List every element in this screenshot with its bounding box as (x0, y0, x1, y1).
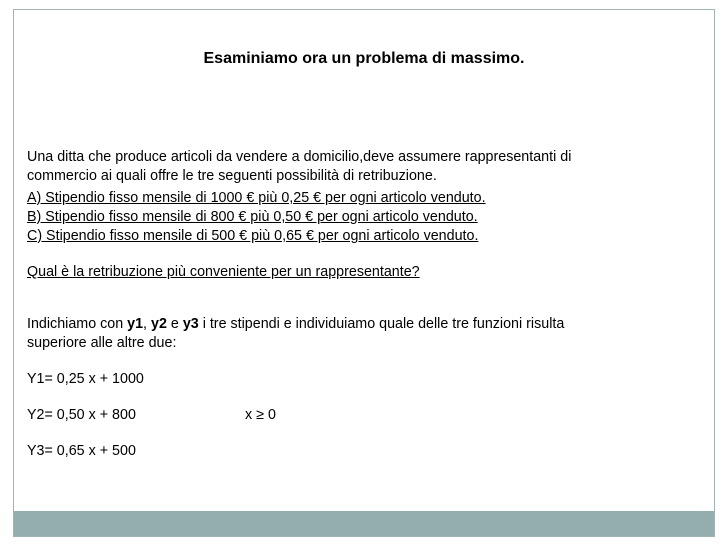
solution-separator-1: , (143, 316, 151, 332)
domain-condition: x ≥ 0 (245, 407, 276, 423)
slide-content (27, 148, 687, 461)
equation-y2: Y2= 0,50 x + 800 (27, 407, 136, 423)
solution-intro-line-1 (27, 315, 687, 334)
equation-y2-row (27, 406, 687, 425)
option-a: A) Stipendio fisso mensile di 1000 € più 0,25 € per ogni articolo venduto. (27, 190, 486, 206)
problem-intro-line-2: commercio ai quali offre le tre seguenti possibilità di retribuzione. (27, 168, 437, 184)
equation-y3: Y3= 0,65 x + 500 (27, 443, 136, 459)
option-c: C) Stipendio fisso mensile di 500 € più 0,65 € per ogni articolo venduto. (27, 228, 479, 244)
slide-footer-band (14, 511, 714, 536)
equation-y1: Y1= 0,25 x + 1000 (27, 371, 144, 387)
solution-tail-text: i tre stipendi e individuiamo quale delle tre funzioni risulta (198, 316, 565, 332)
solution-lead-text: Indichiamo con (27, 316, 128, 332)
problem-intro-line-1: Una ditta che produce articoli da vendere a domicilio,deve assumere rappresentanti di (27, 149, 572, 165)
var-y2: y2 (151, 316, 167, 332)
problem-question: Qual è la retribuzione più conveniente per un rappresentante? (27, 264, 420, 280)
solution-intro-line-2: superiore alle altre due: (27, 335, 177, 351)
var-y3: y3 (182, 316, 199, 332)
solution-separator-2: e (166, 316, 183, 332)
slide-title: Esaminiamo ora un problema di massimo. (203, 50, 525, 67)
var-y1: y1 (127, 316, 144, 332)
option-b: B) Stipendio fisso mensile di 800 € più 0,50 € per ogni articolo venduto. (27, 209, 478, 225)
